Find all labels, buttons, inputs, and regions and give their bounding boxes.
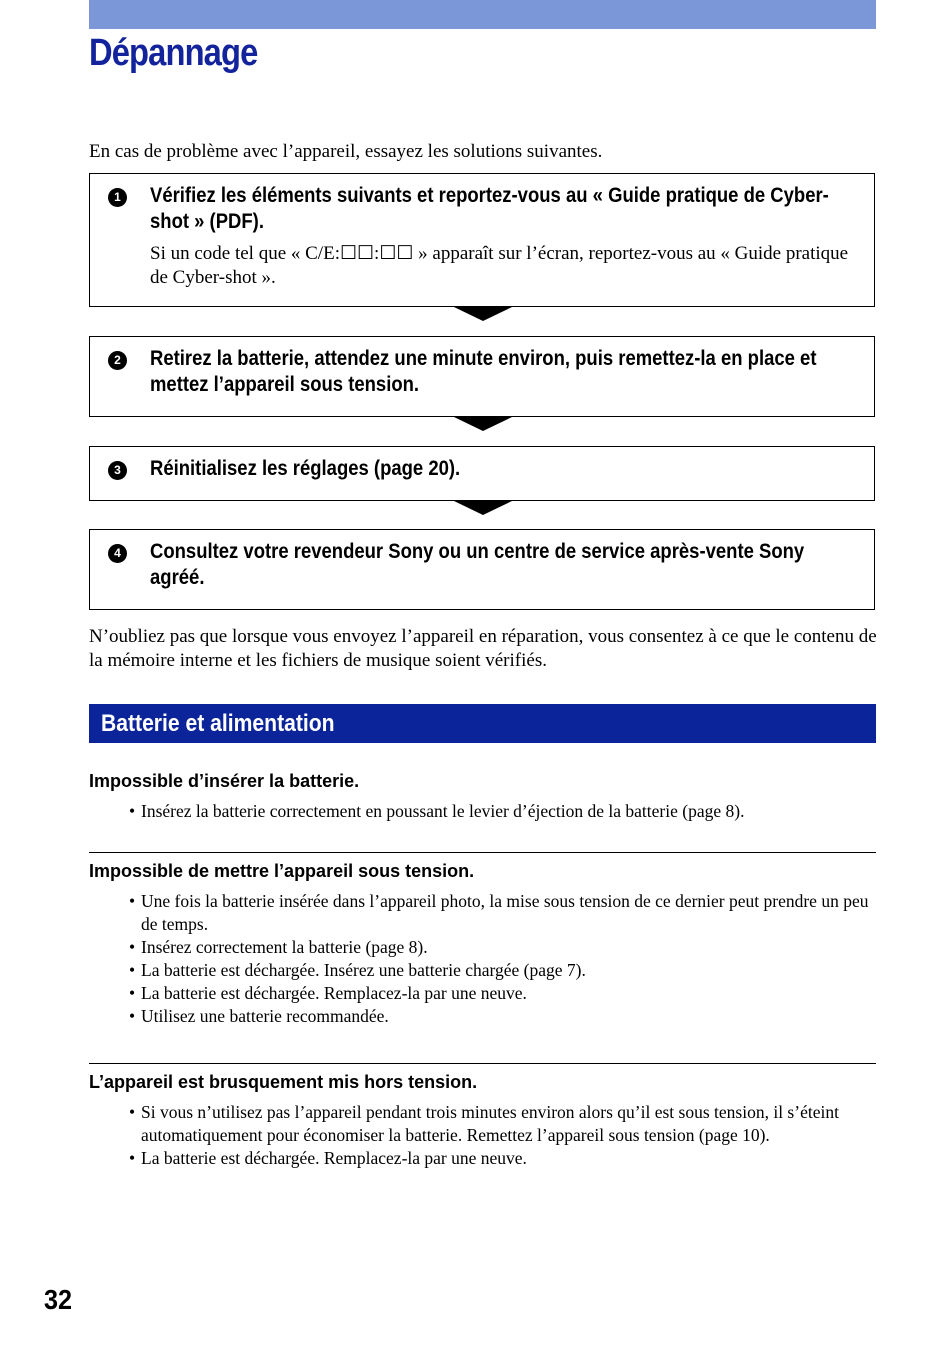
solution-item: • Utilisez une batterie recommandée.: [129, 1005, 876, 1028]
solution-item: • La batterie est déchargée. Remplacez-la par une neuve.: [129, 1147, 876, 1170]
down-arrow-icon: [454, 417, 512, 431]
step-number-badge: 3: [108, 461, 127, 480]
down-arrow-icon: [454, 501, 512, 515]
solution-list: [89, 1101, 876, 1170]
step-number-badge: 2: [108, 351, 127, 370]
problem-heading: L’appareil est brusquement mis hors tension.: [89, 1072, 478, 1092]
section-header: [89, 704, 876, 743]
step-box-3: [89, 446, 875, 501]
header-color-bar: [89, 0, 876, 29]
step-title: Vérifiez les éléments suivants et reportez-vous au « Guide pratique de Cyber-shot » (PDF).: [150, 184, 829, 233]
step-title: Consultez votre revendeur Sony ou un centre de service après-vente Sony agréé.: [150, 540, 805, 589]
solution-item: • Insérez la batterie correctement en poussant le levier d’éjection de la batterie (page 8).: [129, 800, 876, 823]
solution-item: • Insérez correctement la batterie (page 8).: [129, 936, 876, 959]
problem-item: [89, 770, 876, 823]
problem-heading: Impossible d’insérer la batterie.: [89, 771, 360, 791]
step-box-1: [89, 173, 875, 307]
step-number-badge: 1: [108, 188, 127, 207]
step-box-2: [89, 336, 875, 417]
problem-item: [89, 860, 876, 1028]
problem-heading: Impossible de mettre l’appareil sous tension.: [89, 861, 475, 881]
down-arrow-icon: [454, 307, 512, 321]
repair-note: N’oubliez pas que lorsque vous envoyez l’appareil en réparation, vous consentez à ce que le contenu de la mémoire interne et les fichiers de musique soient vérifiés.: [89, 626, 877, 671]
solution-item: • La batterie est déchargée. Remplacez-la par une neuve.: [129, 982, 876, 1005]
page-title: Dépannage: [89, 32, 258, 74]
step-description: Si un code tel que « C/E:☐☐:☐☐ » apparaît sur l’écran, reportez-vous au « Guide pratique de Cyber-shot ».: [150, 243, 849, 288]
solution-item: • Si vous n’utilisez pas l’appareil pendant trois minutes environ alors qu’il est sous tension, il s’éteint automatiquement pour économiser la batterie. Remettez l’appareil sous tension (page 10).: [129, 1101, 876, 1147]
step-number-badge: 4: [108, 544, 127, 563]
section-title: Batterie et alimentation: [101, 710, 335, 737]
step-title: Retirez la batterie, attendez une minute environ, puis remettez-la en place et mettez l’appareil sous tension.: [150, 347, 817, 396]
solution-item: • La batterie est déchargée. Insérez une batterie chargée (page 7).: [129, 959, 876, 982]
step-title: Réinitialisez les réglages (page 20).: [150, 457, 461, 480]
step-box-4: [89, 529, 875, 610]
solution-list: [89, 800, 876, 823]
page-number: 32: [44, 1284, 73, 1315]
intro-text: En cas de problème avec l’appareil, essayez les solutions suivantes.: [89, 141, 603, 162]
problem-item: [89, 1071, 876, 1170]
divider: [89, 1063, 876, 1064]
solution-item: • Une fois la batterie insérée dans l’appareil photo, la mise sous tension de ce dernier peut prendre un peu de temps.: [129, 890, 876, 936]
solution-list: [89, 890, 876, 1028]
divider: [89, 852, 876, 853]
